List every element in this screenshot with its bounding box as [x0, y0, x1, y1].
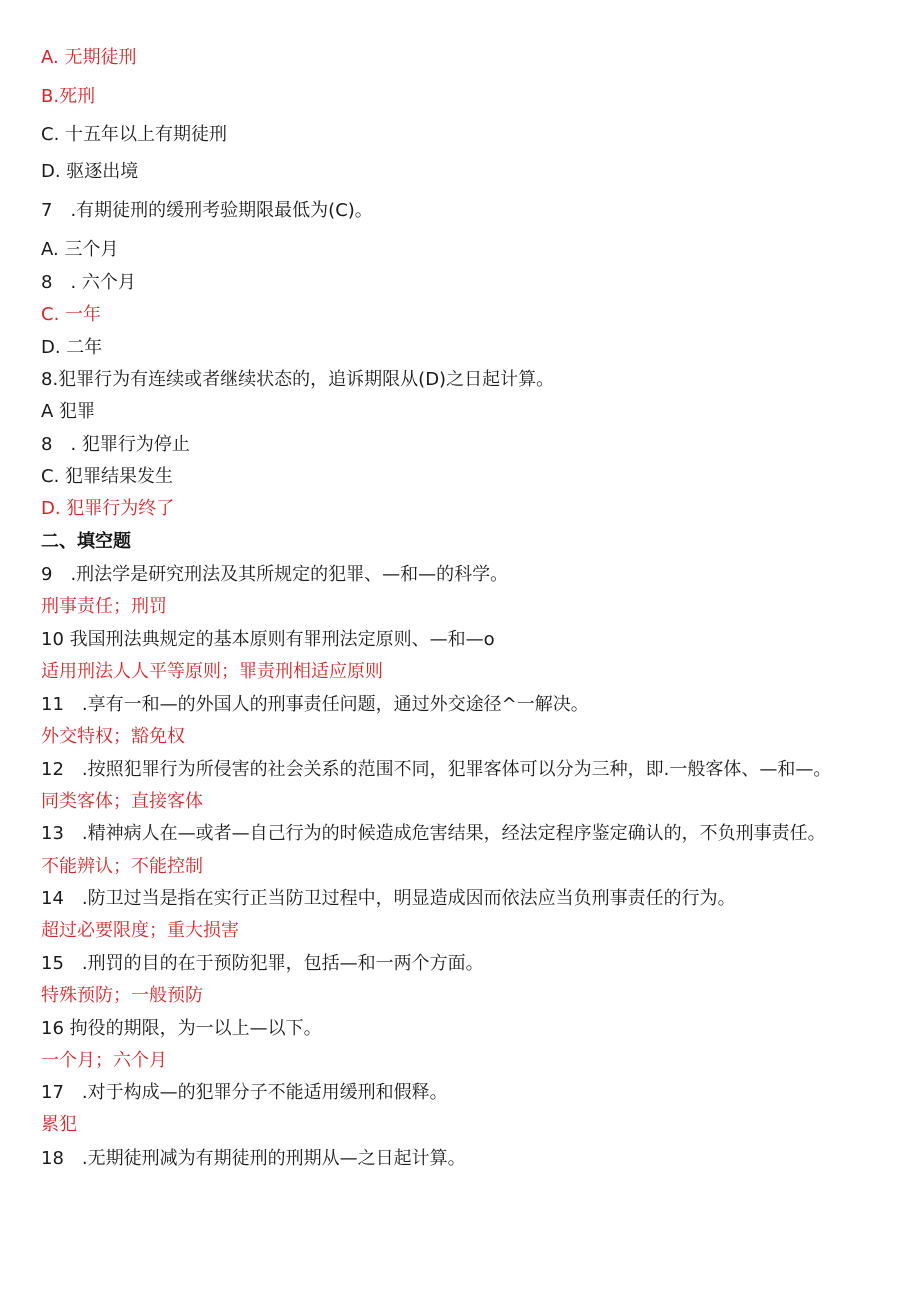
- option-d-deportation: D. 驱逐出境: [41, 161, 139, 182]
- section-heading-fill-blank: 二、填空题: [41, 531, 131, 552]
- answer-9: 刑事责任；刑罚: [41, 596, 167, 617]
- q8-option-b: 8 . 犯罪行为停止: [41, 434, 190, 455]
- answer-10: 适用刑法人人平等原则；罪责刑相适应原则: [41, 661, 383, 682]
- answer-15: 特殊预防；一般预防: [41, 985, 203, 1006]
- question-12: 12 .按照犯罪行为所侵害的社会关系的范围不同，犯罪客体可以分为三种，即.一般客体、—和—。: [41, 759, 832, 780]
- question-10: 10 我国刑法典规定的基本原则有罪刑法定原则、—和—o: [41, 629, 495, 650]
- question-11: 11 .享有一和—的外国人的刑事责任问题，通过外交途径^一解决。: [41, 694, 589, 715]
- q7-option-a: A. 三个月: [41, 239, 119, 260]
- question-9: 9 .刑法学是研究刑法及其所规定的犯罪、—和—的科学。: [41, 564, 509, 585]
- answer-11: 外交特权；豁免权: [41, 726, 185, 747]
- question-8: 8.犯罪行为有连续或者继续状态的，追诉期限从(D)之日起计算。: [41, 369, 555, 390]
- question-15: 15 .刑罚的目的在于预防犯罪，包括—和一两个方面。: [41, 953, 484, 974]
- question-13: 13 .精神病人在—或者—自己行为的时候造成危害结果，经法定程序鉴定确认的，不负刑事责任。: [41, 823, 826, 844]
- answer-14: 超过必要限度；重大损害: [41, 920, 239, 941]
- q8-option-d: D. 犯罪行为终了: [41, 498, 175, 519]
- q7-option-c: C. 一年: [41, 304, 102, 325]
- question-14: 14 .防卫过当是指在实行正当防卫过程中，明显造成因而依法应当负刑事责任的行为。: [41, 888, 736, 909]
- answer-16: 一个月；六个月: [41, 1050, 167, 1071]
- answer-17: 累犯: [41, 1114, 77, 1135]
- q7-option-d: D. 二年: [41, 337, 103, 358]
- option-b-death-penalty: B.死刑: [41, 86, 96, 107]
- q7-option-b: 8 . 六个月: [41, 272, 136, 293]
- question-18: 18 .无期徒刑减为有期徒刑的刑期从—之日起计算。: [41, 1148, 466, 1169]
- answer-13: 不能辨认；不能控制: [41, 856, 203, 877]
- question-7: 7 .有期徒刑的缓刑考验期限最低为(C)。: [41, 200, 373, 221]
- q8-option-c: C. 犯罪结果发生: [41, 466, 174, 487]
- q8-option-a: A 犯罪: [41, 401, 96, 422]
- question-17: 17 .对于构成—的犯罪分子不能适用缓刑和假释。: [41, 1082, 448, 1103]
- answer-12: 同类客体；直接客体: [41, 791, 203, 812]
- option-a-life-imprisonment: A. 无期徒刑: [41, 47, 137, 68]
- option-c-fixed-term: C. 十五年以上有期徒刑: [41, 124, 228, 145]
- question-16: 16 拘役的期限，为一以上—以下。: [41, 1018, 322, 1039]
